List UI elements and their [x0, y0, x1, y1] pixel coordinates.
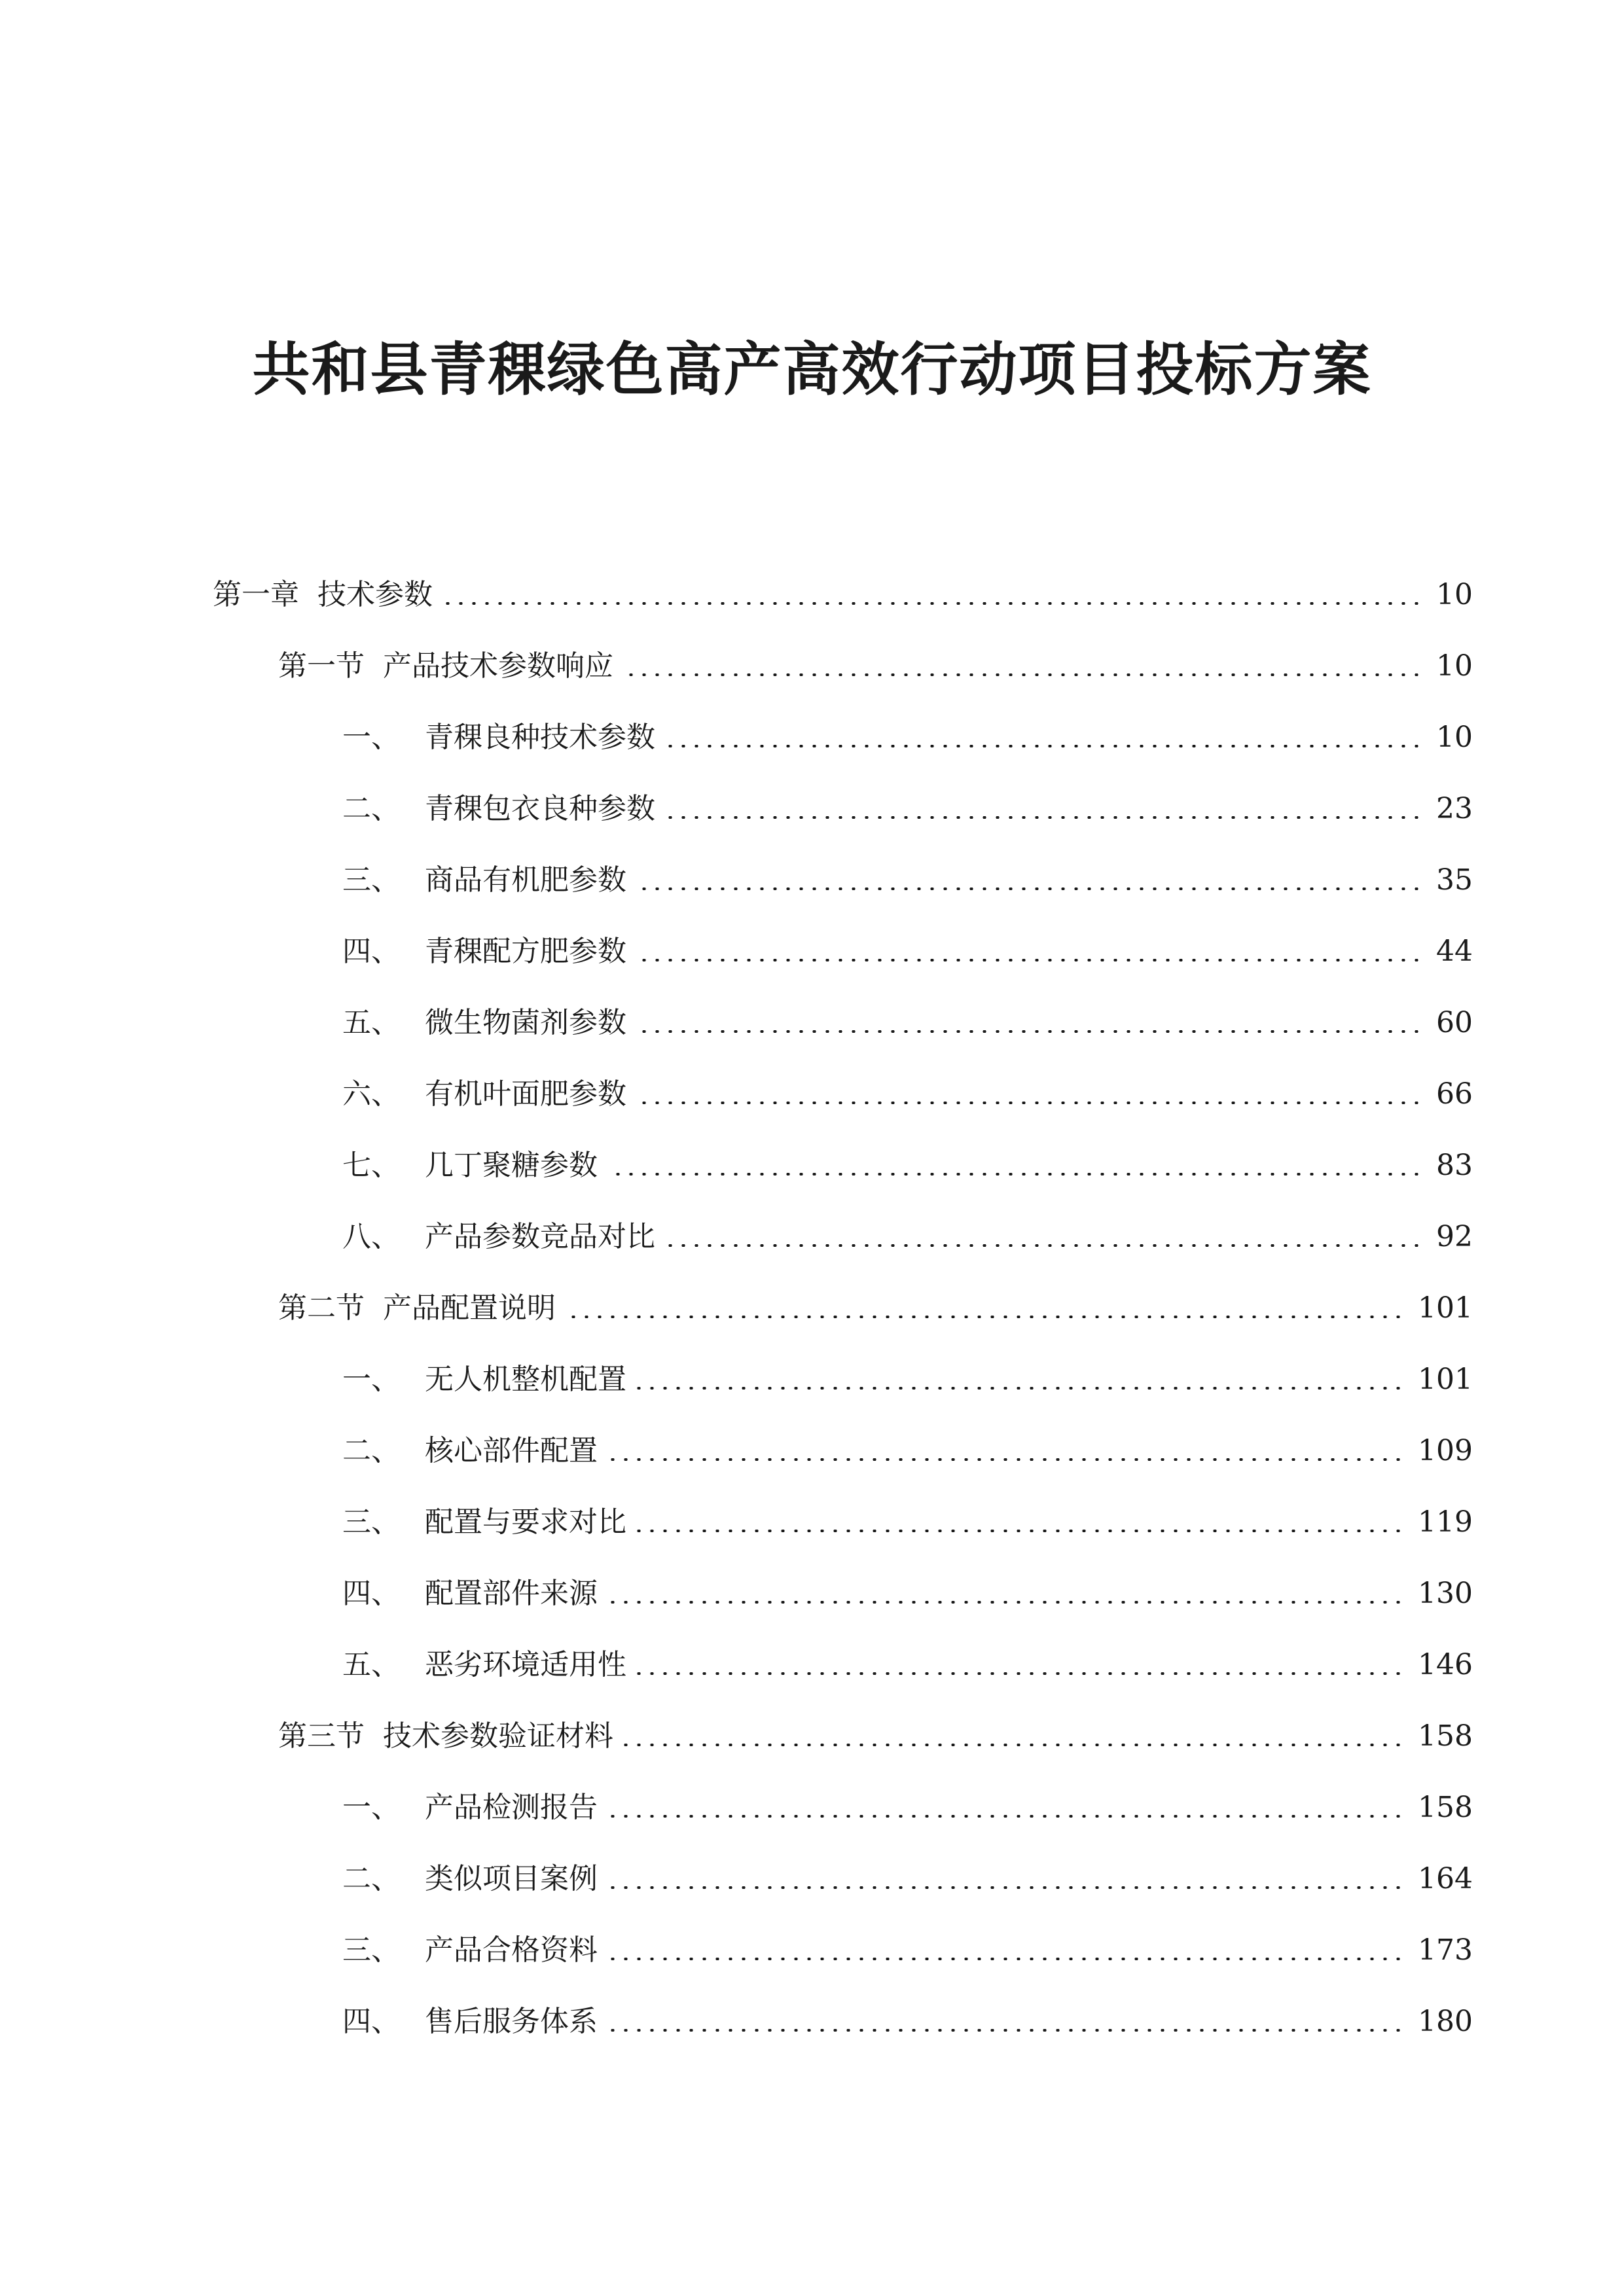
toc-entry-prefix: 二、	[342, 792, 400, 825]
toc-entry-page: 66	[1436, 1077, 1473, 1111]
toc-entry-item[interactable]	[342, 786, 1473, 832]
toc-entry-page: 83	[1436, 1149, 1473, 1182]
dot-leader	[623, 673, 1423, 676]
toc-entry-prefix: 二、	[342, 1434, 400, 1467]
toc-entry-prefix: 四、	[342, 1577, 400, 1610]
dot-leader	[636, 1672, 1405, 1675]
toc-entry-text: 产品配置说明	[383, 1291, 556, 1325]
toc-entry-chapter-1[interactable]	[213, 572, 1473, 618]
toc-entry-item[interactable]	[342, 1928, 1473, 1973]
toc-entry-item[interactable]	[342, 715, 1473, 761]
dot-leader	[636, 1102, 1423, 1104]
toc-entry-page: 44	[1436, 935, 1473, 968]
dot-leader	[623, 1744, 1405, 1746]
toc-entry-prefix: 六、	[342, 1077, 400, 1111]
toc-entry-page: 158	[1418, 1791, 1473, 1824]
toc-entry-prefix: 第一节	[278, 649, 365, 683]
toc-entry-prefix: 三、	[342, 863, 400, 897]
toc-entry-page: 180	[1418, 2005, 1473, 2038]
toc-entry-prefix: 一、	[342, 1791, 400, 1824]
toc-entry-text: 产品技术参数响应	[383, 649, 613, 683]
toc-entry-page: 10	[1436, 578, 1473, 611]
toc-entry-text: 产品检测报告	[425, 1791, 598, 1824]
toc-entry-page: 146	[1418, 1648, 1473, 1681]
dot-leader	[664, 1244, 1423, 1247]
toc-entry-page: 60	[1436, 1006, 1473, 1039]
toc-entry-prefix: 一、	[342, 1363, 400, 1396]
toc-entry-section-2[interactable]	[278, 1285, 1473, 1331]
toc-entry-text: 售后服务体系	[425, 2005, 598, 2038]
toc-entry-page: 109	[1418, 1434, 1473, 1467]
toc-entry-prefix: 一、	[342, 721, 400, 754]
toc-entry-page: 158	[1418, 1719, 1473, 1753]
toc-entry-item[interactable]	[342, 1357, 1473, 1403]
toc-entry-prefix: 第二节	[278, 1291, 365, 1325]
dot-leader	[607, 1173, 1423, 1175]
toc-entry-item[interactable]	[342, 1214, 1473, 1260]
dot-leader	[607, 1886, 1405, 1889]
toc-entry-item[interactable]	[342, 1499, 1473, 1545]
toc-entry-prefix: 五、	[342, 1648, 400, 1681]
dot-leader	[636, 888, 1423, 890]
dot-leader	[607, 1958, 1405, 1960]
toc-entry-text: 无人机整机配置	[425, 1363, 626, 1396]
toc-entry-text: 青稞配方肥参数	[425, 935, 626, 968]
toc-entry-text: 有机叶面肥参数	[425, 1077, 626, 1111]
toc-entry-text: 产品合格资料	[425, 1933, 598, 1967]
toc-entry-text: 恶劣环境适用性	[425, 1648, 626, 1681]
toc-entry-prefix: 三、	[342, 1505, 400, 1539]
toc-entry-prefix: 五、	[342, 1006, 400, 1039]
toc-entry-text: 青稞包衣良种参数	[425, 792, 655, 825]
dot-leader	[636, 1387, 1405, 1390]
toc-entry-text: 技术参数验证材料	[383, 1719, 613, 1753]
toc-entry-page: 10	[1436, 649, 1473, 683]
toc-entry-page: 164	[1418, 1862, 1473, 1895]
dot-leader	[442, 602, 1423, 605]
toc-entry-page: 101	[1418, 1291, 1473, 1325]
toc-entry-page: 130	[1418, 1577, 1473, 1610]
dot-leader	[636, 1530, 1405, 1532]
toc-entry-item[interactable]	[342, 857, 1473, 903]
toc-entry-page: 23	[1436, 792, 1473, 825]
toc-entry-prefix: 第一章	[213, 578, 299, 611]
toc-entry-section-3[interactable]	[278, 1713, 1473, 1759]
toc-entry-text: 产品参数竞品对比	[425, 1220, 655, 1253]
toc-entry-item[interactable]	[342, 1571, 1473, 1617]
dot-leader	[636, 959, 1423, 961]
toc-entry-page: 35	[1436, 863, 1473, 897]
toc-entry-page: 173	[1418, 1933, 1473, 1967]
toc-entry-item[interactable]	[342, 1000, 1473, 1046]
toc-entry-text: 类似项目案例	[425, 1862, 598, 1895]
dot-leader	[607, 1601, 1405, 1604]
dot-leader	[636, 1030, 1423, 1033]
dot-leader	[664, 745, 1423, 747]
toc-entry-text: 微生物菌剂参数	[425, 1006, 626, 1039]
toc-entry-text: 技术参数	[317, 578, 433, 611]
toc-entry-page: 10	[1436, 721, 1473, 754]
document-title: 共和县青稞绿色高产高效行动项目投标方案	[252, 336, 1372, 403]
toc-entry-page: 119	[1418, 1505, 1473, 1539]
toc-entry-item[interactable]	[342, 929, 1473, 975]
dot-leader	[607, 1458, 1405, 1461]
toc-entry-text: 商品有机肥参数	[425, 863, 626, 897]
toc-entry-prefix: 四、	[342, 935, 400, 968]
toc-entry-text: 配置与要求对比	[425, 1505, 626, 1539]
toc-entry-item[interactable]	[342, 1856, 1473, 1902]
toc-entry-item[interactable]	[342, 1428, 1473, 1474]
dot-leader	[607, 2029, 1405, 2032]
toc-entry-item[interactable]	[342, 1999, 1473, 2045]
toc-entry-section-1[interactable]	[278, 643, 1473, 689]
toc-entry-prefix: 三、	[342, 1933, 400, 1967]
toc-entry-item[interactable]	[342, 1143, 1473, 1189]
toc-entry-text: 核心部件配置	[425, 1434, 598, 1467]
toc-entry-text: 几丁聚糖参数	[425, 1149, 598, 1182]
toc-entry-prefix: 七、	[342, 1149, 400, 1182]
toc-entry-prefix: 八、	[342, 1220, 400, 1253]
toc-entry-item[interactable]	[342, 1071, 1473, 1117]
toc-entry-item[interactable]	[342, 1642, 1473, 1688]
toc-entry-page: 92	[1436, 1220, 1473, 1253]
toc-entry-text: 青稞良种技术参数	[425, 721, 655, 754]
toc-entry-page: 101	[1418, 1363, 1473, 1396]
toc-entry-prefix: 四、	[342, 2005, 400, 2038]
dot-leader	[607, 1815, 1405, 1818]
toc-entry-prefix: 第三节	[278, 1719, 365, 1753]
toc-entry-text: 配置部件来源	[425, 1577, 598, 1610]
toc-entry-item[interactable]	[342, 1785, 1473, 1831]
dot-leader	[664, 816, 1423, 819]
toc-entry-prefix: 二、	[342, 1862, 400, 1895]
dot-leader	[565, 1316, 1405, 1318]
